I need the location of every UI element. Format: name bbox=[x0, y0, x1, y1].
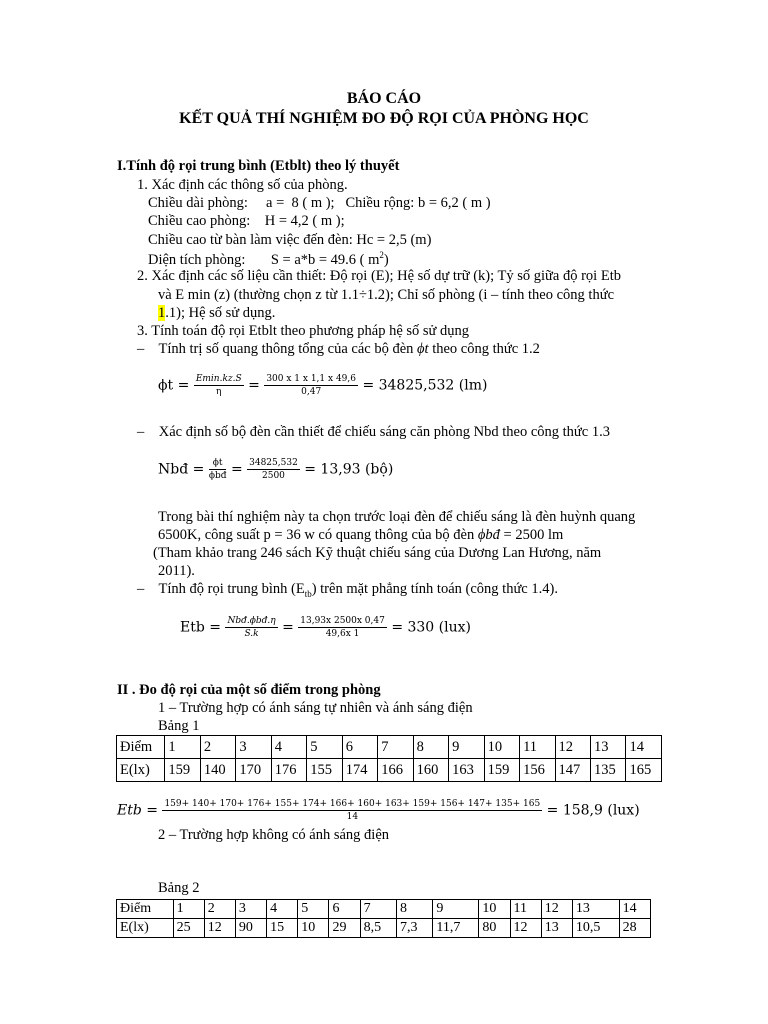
table-cell: 29 bbox=[329, 919, 360, 938]
table-row bbox=[117, 900, 651, 919]
table-cell: 14 bbox=[619, 900, 650, 919]
table-cell: 12 bbox=[510, 919, 541, 938]
lamp-line-2-text: 6500K, công suất p = 36 w có quang thông của bộ đèn bbox=[158, 527, 478, 543]
table-header-cell: E(lx) bbox=[117, 759, 165, 782]
formula-e-tb bbox=[180, 616, 471, 639]
table-cell: 13 bbox=[572, 900, 619, 919]
formula-4-den: 14 bbox=[346, 812, 359, 822]
table-cell: 159 bbox=[165, 759, 200, 782]
table-cell: 25 bbox=[173, 919, 204, 938]
table-cell: 8,5 bbox=[360, 919, 396, 938]
table-cell: 12 bbox=[555, 736, 590, 759]
section-1-heading: I.Tính độ rọi trung bình (Etblt) theo lý thuyết bbox=[117, 158, 400, 174]
table-cell: 10 bbox=[479, 900, 510, 919]
report-subtitle: KẾT QUẢ THÍ NGHIỆM ĐO ĐỘ RỌI CỦA PHÒNG HỌC bbox=[179, 110, 589, 127]
highlight-mark: 1 bbox=[158, 305, 166, 321]
table-cell: 12 bbox=[541, 900, 572, 919]
table-cell: 90 bbox=[235, 919, 266, 938]
table-cell: 13 bbox=[591, 736, 626, 759]
table-cell: 135 bbox=[591, 759, 626, 782]
bullet-3 bbox=[137, 581, 558, 599]
room-length-width: Chiều dài phòng: a = 8 ( m ); Chiều rộng: b = 6,2 ( m ) bbox=[148, 195, 491, 211]
table-cell: 2 bbox=[204, 900, 235, 919]
table-cell: 8 bbox=[396, 900, 432, 919]
table-2 bbox=[116, 899, 651, 938]
step-1: 1. Xác định các thông số của phòng. bbox=[137, 177, 348, 193]
table-cell: 166 bbox=[378, 759, 413, 782]
formula-1-den: η bbox=[216, 387, 222, 397]
table-2-caption: Bảng 2 bbox=[158, 880, 200, 896]
table-cell: 159 bbox=[484, 759, 519, 782]
table-cell: 7 bbox=[360, 900, 396, 919]
bullet-3-tail: ) trên mặt phẳng tính toán (công thức 1.4). bbox=[311, 581, 558, 597]
formula-phi-t bbox=[158, 374, 487, 397]
table-cell: 140 bbox=[200, 759, 235, 782]
table-cell: 11,7 bbox=[433, 919, 479, 938]
bullet-1-text: – Tính trị số quang thông tổng của các bộ đèn bbox=[137, 341, 418, 357]
lamp-line-2-tail: = 2500 lm bbox=[499, 527, 564, 543]
formula-2-lhs: Nbđ = bbox=[158, 461, 205, 478]
room-area-sup: 2 bbox=[379, 250, 384, 260]
table-cell: 170 bbox=[236, 759, 271, 782]
formula-e-tb-measured bbox=[117, 799, 640, 822]
bullet-3-sub: tb bbox=[304, 588, 312, 599]
room-area bbox=[148, 250, 389, 269]
formula-2-num: ϕt bbox=[209, 458, 227, 470]
formula-1-eq: = bbox=[248, 377, 260, 394]
table-cell: 6 bbox=[329, 900, 360, 919]
table-cell: 163 bbox=[449, 759, 484, 782]
table-cell: 5 bbox=[298, 900, 329, 919]
table-cell: 3 bbox=[236, 736, 271, 759]
step-2-line-1: 2. Xác định các số liệu cần thiết: Độ rọi (E); Hệ số dự trữ (k); Tỷ số giữa độ rọi Etb bbox=[137, 268, 621, 284]
formula-4-lhs: Etb = bbox=[117, 802, 158, 819]
table-cell: 11 bbox=[520, 736, 555, 759]
room-area-close: ) bbox=[383, 251, 389, 268]
formula-2-den: ϕbđ bbox=[208, 471, 227, 481]
table-row bbox=[117, 736, 662, 759]
room-area-text: Diện tích phòng: S = a*b = 49.6 ( m bbox=[148, 251, 380, 268]
formula-2-frac-a bbox=[209, 458, 227, 481]
formula-2-num2: 34825,532 bbox=[249, 458, 298, 468]
table-row bbox=[117, 759, 662, 782]
formula-3-lhs: Etb = bbox=[180, 619, 221, 636]
table-1-caption: Bảng 1 bbox=[158, 718, 200, 734]
formula-1-frac-a bbox=[194, 374, 244, 397]
bullet-2: – Xác định số bộ đèn cần thiết để chiếu sáng căn phòng Nbd theo công thức 1.3 bbox=[137, 424, 610, 440]
formula-2-frac-b bbox=[247, 458, 300, 481]
table-cell: 4 bbox=[271, 736, 306, 759]
report-title: BÁO CÁO bbox=[346, 90, 422, 107]
paragraph-ref-line-2: 2011). bbox=[158, 563, 195, 579]
formula-1-result: = 34825,532 (lm) bbox=[362, 377, 488, 394]
formula-1-frac-b bbox=[264, 374, 358, 397]
phi-t-symbol: ϕt bbox=[417, 341, 429, 357]
formula-3-num2: 13,93x 2500x 0,47 bbox=[300, 616, 385, 626]
formula-3-frac-a bbox=[225, 616, 277, 639]
table-cell: 7,3 bbox=[396, 919, 432, 938]
table-cell: 160 bbox=[413, 759, 448, 782]
bullet-1 bbox=[137, 341, 540, 358]
table-cell: 11 bbox=[510, 900, 541, 919]
table-cell: 10 bbox=[484, 736, 519, 759]
formula-1-num: Emin.kz.S bbox=[195, 374, 242, 384]
step-2-line-2: và E min (z) (thường chọn z từ 1.1÷1.2); Chỉ số phòng (i – tính theo công thức bbox=[158, 287, 615, 303]
table-cell: 3 bbox=[235, 900, 266, 919]
formula-1-lhs: ϕt = bbox=[158, 377, 190, 394]
formula-4-frac bbox=[162, 799, 542, 822]
paragraph-lamp-line-1: Trong bài thí nghiệm này ta chọn trước loại đèn để chiếu sáng là đèn huỳnh quang bbox=[158, 509, 636, 525]
table-cell: 15 bbox=[267, 919, 298, 938]
table-cell: 14 bbox=[626, 736, 662, 759]
bullet-1-tail: theo công thức 1.2 bbox=[428, 341, 540, 357]
phi-bd-symbol: ϕbđ bbox=[477, 527, 500, 543]
formula-4-num: 159+ 140+ 170+ 176+ 155+ 174+ 166+ 160+ 163+ 159+ 156+ 147+ 135+ 165 bbox=[164, 799, 541, 809]
table-cell: 2 bbox=[200, 736, 235, 759]
case-1-label: 1 – Trường hợp có ánh sáng tự nhiên và ánh sáng điện bbox=[158, 700, 473, 716]
paragraph-ref-line-1: (Tham khảo trang 246 sách Kỹ thuật chiếu sáng của Dương Lan Hương, năm bbox=[153, 545, 602, 561]
table-row bbox=[117, 919, 651, 938]
formula-3-num: Nbđ.ϕbđ.η bbox=[227, 616, 276, 626]
table-cell: 12 bbox=[204, 919, 235, 938]
work-height: Chiều cao từ bàn làm việc đến đèn: Hc = 2,5 (m) bbox=[148, 232, 432, 248]
table-cell: 176 bbox=[271, 759, 306, 782]
formula-2-den2: 2500 bbox=[262, 471, 285, 481]
table-cell: 1 bbox=[165, 736, 200, 759]
table-cell: 9 bbox=[449, 736, 484, 759]
table-cell: 10,5 bbox=[572, 919, 619, 938]
paragraph-lamp-line-2 bbox=[158, 527, 563, 544]
step-3: 3. Tính toán độ rọi Etblt theo phương pháp hệ số sử dụng bbox=[137, 323, 470, 339]
bullet-3-text: – Tính độ rọi trung bình (E bbox=[137, 581, 305, 597]
step-2-line-3-text: .1); Hệ số sử dụng. bbox=[165, 305, 276, 321]
table-header-cell: Điểm bbox=[117, 736, 165, 759]
table-cell: 156 bbox=[520, 759, 555, 782]
formula-3-result: = 330 (lux) bbox=[391, 619, 471, 636]
case-2-label: 2 – Trường hợp không có ánh sáng điện bbox=[158, 827, 390, 843]
table-cell: 147 bbox=[555, 759, 590, 782]
table-cell: 8 bbox=[413, 736, 448, 759]
formula-1-num2: 300 x 1 x 1,1 x 49,6 bbox=[266, 374, 356, 384]
formula-3-den2: 49,6x 1 bbox=[325, 629, 360, 639]
formula-3-den: S.k bbox=[244, 629, 259, 639]
table-cell: 155 bbox=[307, 759, 342, 782]
section-2-heading: II . Đo độ rọi của một số điểm trong phòng bbox=[117, 682, 381, 698]
table-cell: 1 bbox=[173, 900, 204, 919]
formula-1-den2: 0,47 bbox=[301, 387, 322, 397]
table-cell: 80 bbox=[479, 919, 510, 938]
table-cell: 7 bbox=[378, 736, 413, 759]
table-1 bbox=[116, 735, 662, 782]
formula-n-bd bbox=[158, 458, 393, 481]
table-cell: 6 bbox=[342, 736, 377, 759]
table-cell: 28 bbox=[619, 919, 650, 938]
table-header-cell: Điểm bbox=[117, 900, 174, 919]
table-cell: 9 bbox=[433, 900, 479, 919]
table-cell: 13 bbox=[541, 919, 572, 938]
step-2-line-3 bbox=[158, 305, 275, 322]
table-cell: 10 bbox=[298, 919, 329, 938]
table-cell: 165 bbox=[626, 759, 662, 782]
table-cell: 174 bbox=[342, 759, 377, 782]
formula-2-result: = 13,93 (bộ) bbox=[304, 461, 394, 478]
formula-3-eq: = bbox=[282, 619, 294, 636]
table-cell: 4 bbox=[267, 900, 298, 919]
room-height: Chiều cao phòng: H = 4,2 ( m ); bbox=[148, 213, 345, 229]
formula-2-eq: = bbox=[230, 461, 243, 478]
table-cell: 5 bbox=[307, 736, 342, 759]
formula-3-frac-b bbox=[298, 616, 387, 639]
formula-4-result: = 158,9 (lux) bbox=[546, 802, 640, 819]
table-header-cell: E(lx) bbox=[117, 919, 174, 938]
